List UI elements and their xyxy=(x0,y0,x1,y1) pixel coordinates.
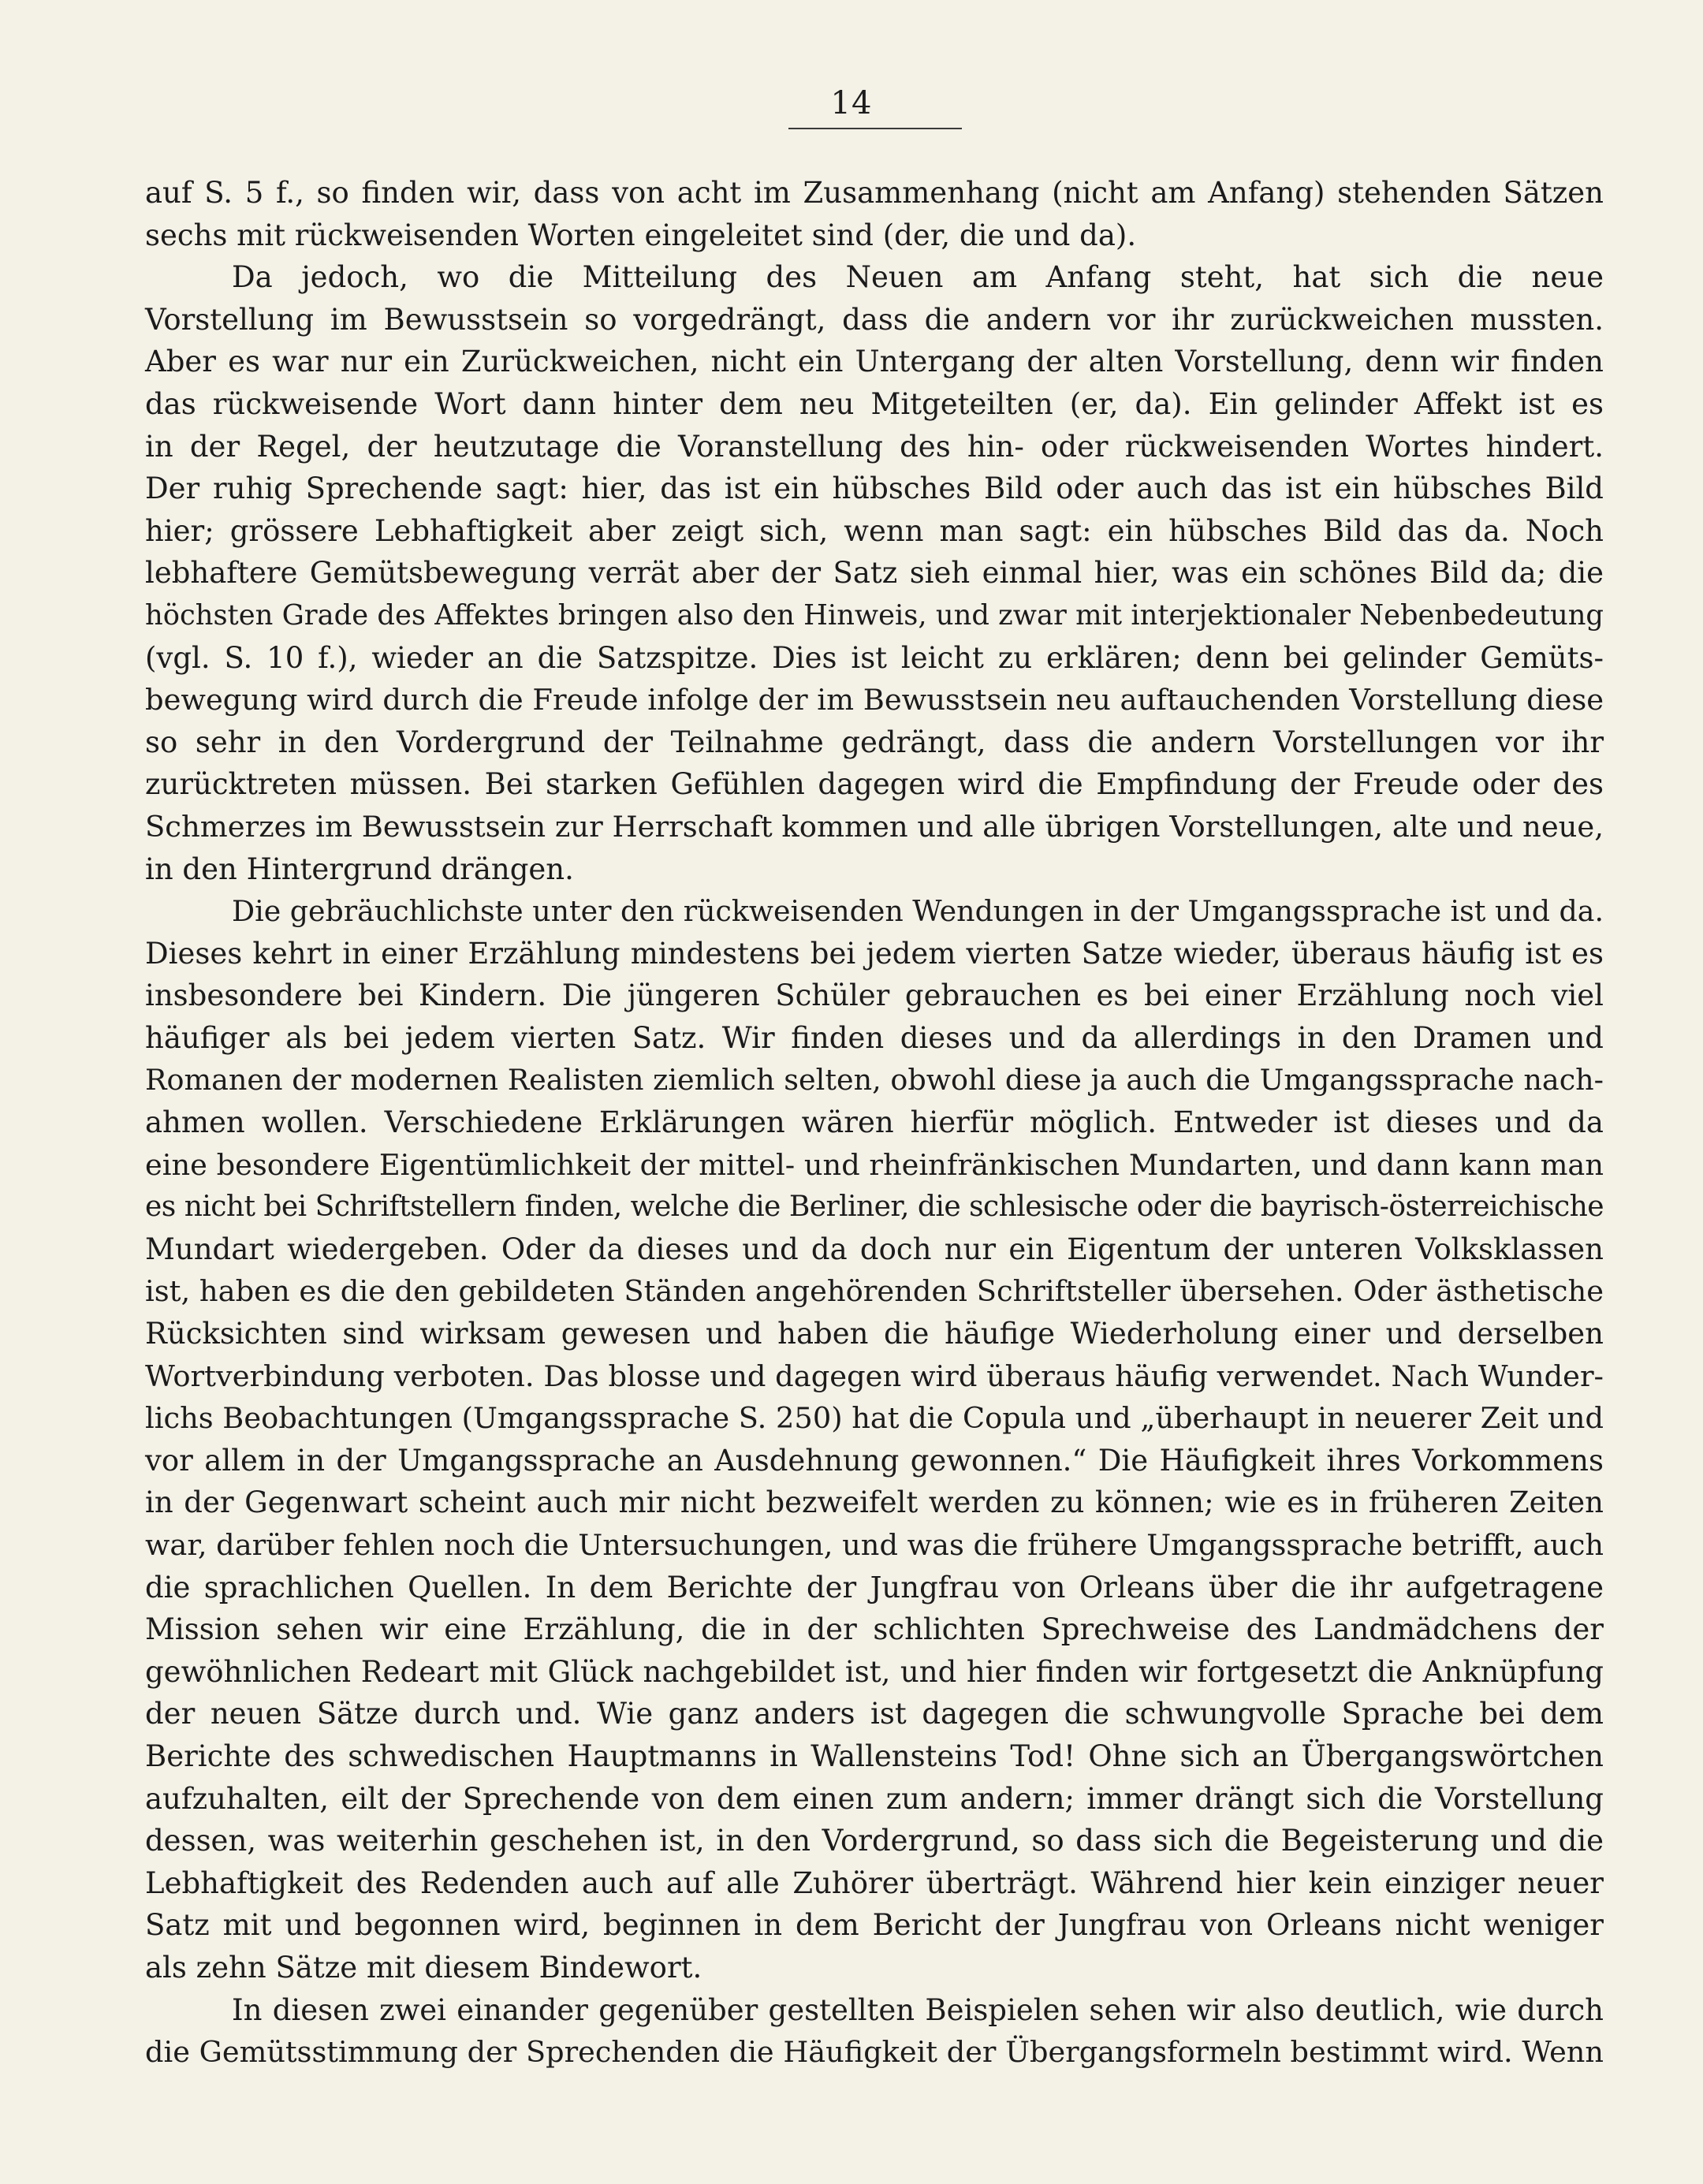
text-line: aufzuhalten, eilt der Sprechende von dem einen zum andern; immer drängt sich die Vorstellung xyxy=(145,1781,1604,1816)
text-line: es nicht bei Schriftstellern finden, welche die Berliner, die schlesische oder die bayrisch-österreichische xyxy=(145,1190,1604,1224)
text-line: Dieses kehrt in einer Erzählung mindestens bei jedem vierten Satze wieder, überaus häufig ist es xyxy=(145,936,1604,971)
text-line: als zehn Sätze mit diesem Bindewort. xyxy=(145,1950,702,1985)
text-line: Mundart wiedergeben. Oder da dieses und da doch nur ein Eigentum der unteren Volksklassen xyxy=(145,1232,1604,1266)
text-line: eine besondere Eigentümlichkeit der mittel- und rheinfränkischen Mundarten, und dann kann man xyxy=(145,1147,1604,1182)
text-line: Rücksichten sind wirksam gewesen und haben die häufige Wiederholung einer und derselben xyxy=(145,1317,1604,1351)
text-line: insbesondere bei Kindern. Die jüngeren Schüler gebrauchen es bei einer Erzählung noch viel xyxy=(145,978,1604,1013)
text-line: die sprachlichen Quellen. In dem Berichte der Jungfrau von Orleans über die ihr aufgetragene xyxy=(145,1570,1604,1604)
text-line: die Gemütsstimmung der Sprechenden die Häufigkeit der Übergangsformeln bestimmt wird. Wenn xyxy=(145,2035,1604,2070)
text-line: Der ruhig Sprechende sagt: hier, das ist ein hübsches Bild oder auch das ist ein hübsches Bild xyxy=(145,471,1604,506)
text-line: auf S. 5 f., so finden wir, dass von acht im Zusammenhang (nicht am Anfang) stehenden Sätzen xyxy=(145,176,1604,210)
text-line: bewegung wird durch die Freude infolge der im Bewusstsein neu auftauchenden Vorstellung diese xyxy=(145,683,1604,717)
text-line: Romanen der modernen Realisten ziemlich selten, obwohl diese ja auch die Umgangssprache nach- xyxy=(145,1063,1604,1098)
text-line: ahmen wollen. Verschiedene Erklärungen wären hierfür möglich. Entweder ist dieses und da xyxy=(145,1105,1604,1140)
paragraph-1 xyxy=(145,172,1604,256)
text-line: zurücktreten müssen. Bei starken Gefühlen dagegen wird die Empfindung der Freude oder des xyxy=(145,767,1604,802)
paragraph-2 xyxy=(145,256,1604,890)
text-line: Wortverbindung verboten. Das blosse und dagegen wird überaus häufig verwendet. Nach Wunder- xyxy=(145,1358,1604,1393)
text-line: Berichte des schwedischen Hauptmanns in Wallensteins Tod! Ohne sich an Übergangswörtchen xyxy=(145,1739,1604,1773)
paragraph-3 xyxy=(145,890,1604,1988)
text-line: Satz mit und begonnen wird, beginnen in dem Bericht der Jungfrau von Orleans nicht weniger xyxy=(145,1908,1604,1943)
page-number-rule xyxy=(788,128,962,129)
text-line: Lebhaftigkeit des Redenden auch auf alle Zuhörer überträgt. Während hier kein einziger neuer xyxy=(145,1865,1604,1900)
text-line: ist, haben es die den gebildeten Ständen angehörenden Schriftsteller übersehen. Oder ästhetische xyxy=(145,1274,1604,1309)
text-line: sechs mit rückweisenden Worten eingeleitet sind (der, die und da). xyxy=(145,218,1137,252)
text-line: Aber es war nur ein Zurückweichen, nicht ein Untergang der alten Vorstellung, denn wir finden xyxy=(145,345,1604,379)
text-line: In diesen zwei einander gegenüber gestellten Beispielen sehen wir also deutlich, wie durch xyxy=(232,1992,1604,2027)
text-line: so sehr in den Vordergrund der Teilnahme gedrängt, dass die andern Vorstellungen vor ihr xyxy=(145,725,1604,759)
page-number: 14 xyxy=(830,85,873,121)
text-line: vor allem in der Umgangssprache an Ausdehnung gewonnen.“ Die Häufigkeit ihres Vorkommens xyxy=(145,1443,1604,1478)
text-line: hier; grössere Lebhaftigkeit aber zeigt sich, wenn man sagt: ein hübsches Bild das da. Noch xyxy=(145,513,1604,548)
text-line: Mission sehen wir eine Erzählung, die in der schlichten Sprechweise des Landmädchens der xyxy=(145,1612,1604,1647)
text-line: Schmerzes im Bewusstsein zur Herrschaft kommen und alle übrigen Vorstellungen, alte und neue, xyxy=(145,809,1604,844)
text-line: lichs Beobachtungen (Umgangssprache S. 250) hat die Copula und „überhaupt in neuerer Zeit und xyxy=(145,1401,1604,1436)
text-line: höchsten Grade des Affektes bringen also den Hinweis, und zwar mit interjektionaler Nebenbedeutung xyxy=(145,598,1604,632)
text-line: dessen, was weiterhin geschehen ist, in den Vordergrund, so dass sich die Begeisterung und die xyxy=(145,1824,1604,1858)
text-line: der neuen Sätze durch und. Wie ganz anders ist dagegen die schwungvolle Sprache bei dem xyxy=(145,1697,1604,1731)
text-line: war, darüber fehlen noch die Untersuchungen, und was die frühere Umgangssprache betrifft, auch xyxy=(145,1528,1604,1562)
text-line: Da jedoch, wo die Mitteilung des Neuen am Anfang steht, hat sich die neue xyxy=(232,260,1604,295)
paragraph-4 xyxy=(145,1989,1604,2074)
text-line: gewöhnlichen Redeart mit Glück nachgebildet ist, und hier finden wir fortgesetzt die Anknüpfung xyxy=(145,1654,1604,1689)
text-line: Die gebräuchlichste unter den rückweisenden Wendungen in der Umgangssprache ist und da. xyxy=(232,894,1604,929)
text-line: das rückweisende Wort dann hinter dem neu Mitgeteilten (er, da). Ein gelinder Affekt ist es xyxy=(145,386,1604,421)
body-text xyxy=(145,172,1604,2074)
text-line: (vgl. S. 10 f.), wieder an die Satzspitze. Dies ist leicht zu erklären; denn bei gelinder Gemüts- xyxy=(145,640,1604,675)
text-line: Vorstellung im Bewusstsein so vorgedrängt, dass die andern vor ihr zurückweichen mussten. xyxy=(145,302,1604,337)
text-line: in den Hintergrund drängen. xyxy=(145,852,574,886)
text-line: lebhaftere Gemütsbewegung verrät aber der Satz sieh einmal hier, was ein schönes Bild da; die xyxy=(145,556,1604,591)
text-line: häufiger als bei jedem vierten Satz. Wir finden dieses und da allerdings in den Dramen und xyxy=(145,1020,1604,1055)
text-line: in der Regel, der heutzutage die Voranstellung des hin- oder rückweisenden Wortes hindert. xyxy=(145,429,1604,464)
text-line: in der Gegenwart scheint auch mir nicht bezweifelt werden zu können; wie es in früheren Zeiten xyxy=(145,1485,1604,1520)
